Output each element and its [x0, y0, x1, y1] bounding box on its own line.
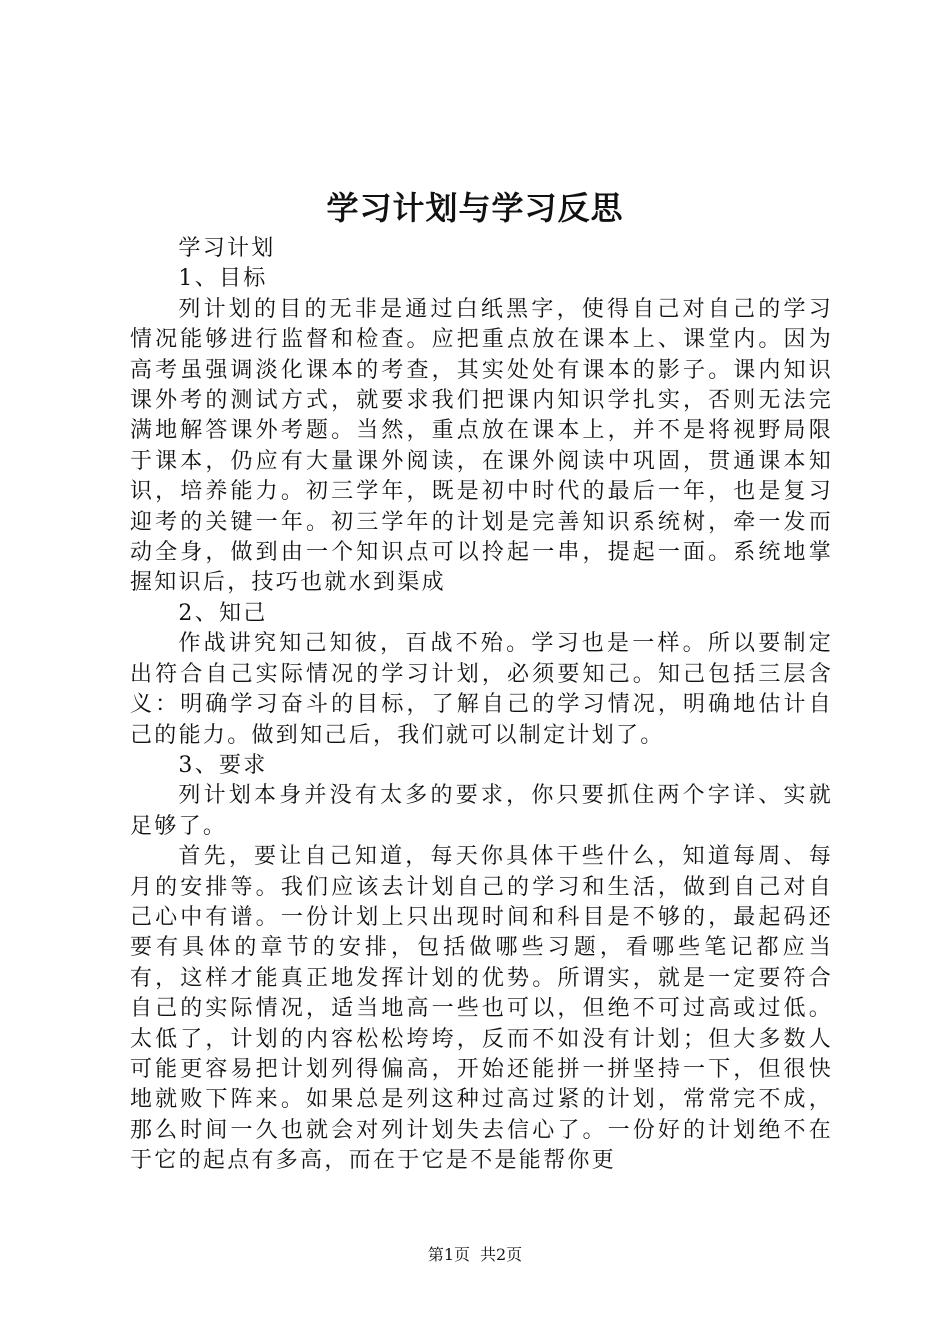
section-heading-requirements: 3、要求 [178, 752, 268, 778]
paragraph-goal: 列计划的目的无非是通过白纸黑字，使得自己对自己的学习情况能够进行监督和检查。应把重点放在课本上、课堂内。因为高考虽强调淡化课本的考查，其实处处有课本的影子。课内知识课外考的测试方式，就要求我们把课内知识学扎实，否则无法完满地解答课外考题。当然，重点放在课本上，并不是将视野局限于课本，仍应有大量课外阅读，在课外阅读中巩固，贯通课本知识，培养能力。初三学年，既是初中时代的最后一年，也是复习迎考的关键一年。初三学年的计划是完善知识系统树，牵一发而动全身，做到由一个知识点可以拎起一串，提起一面。系统地掌握知识后，技巧也就水到渠成 [130, 296, 833, 596]
paragraph-requirements: 列计划本身并没有太多的要求，你只要抓住两个字详、实就足够了。 [130, 783, 833, 839]
section-heading-know-self: 2、知己 [178, 600, 268, 626]
paragraph-first: 首先，要让自己知道，每天你具体干些什么，知道每周、每月的安排等。我们应该去计划自己的学习和生活，做到自己对自己心中有谱。一份计划上只出现时间和科目是不够的，最起码还要有具体的章节的安排，包括做哪些习题，看哪些笔记都应当有，这样才能真正地发挥计划的优势。所谓实，就是一定要符合自己的实际情况，适当地高一些也可以，但绝不可过高或过低。太低了，计划的内容松松垮垮，反而不如没有计划；但大多数人可能更容易把计划列得偏高，开始还能拼一拼坚持一下，但很快地就败下阵来。如果总是列这种过高过紧的计划，常常完不成，那么时间一久也就会对列计划失去信心了。一份好的计划绝不在于它的起点有多高，而在于它是不是能帮你更 [130, 844, 833, 1174]
page-number: 第1页 [427, 1245, 470, 1264]
section-heading-plan: 学习计划 [178, 236, 276, 261]
document-body [130, 234, 833, 1177]
paragraph-know-self: 作战讲究知己知彼，百战不殆。学习也是一样。所以要制定出符合自己实际情况的学习计划，必须要知己。知己包括三层含义：明确学习奋斗的目标，了解自己的学习情况，明确地估计自己的能力。做到知己后，我们就可以制定计划了。 [130, 631, 833, 748]
section-heading-goal: 1、目标 [178, 266, 268, 292]
page-total: 共2页 [480, 1245, 523, 1264]
page-footer [0, 1244, 950, 1266]
document-title: 学习计划与学习反思 [326, 189, 624, 227]
